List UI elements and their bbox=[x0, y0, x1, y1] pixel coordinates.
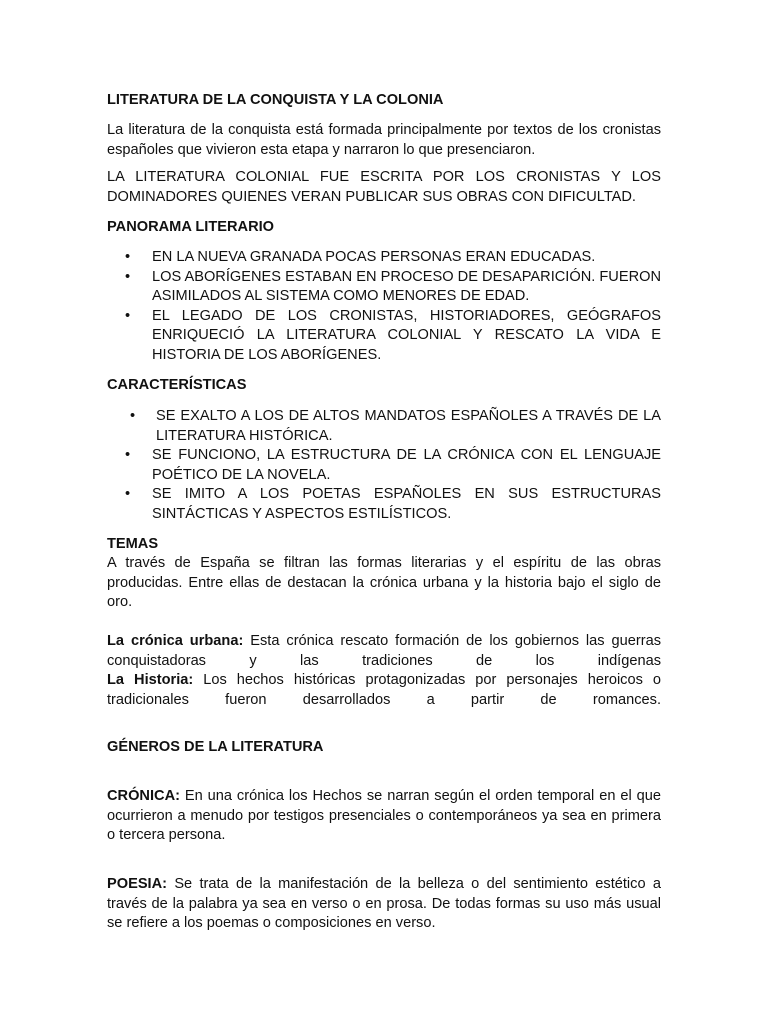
list-item: • SE EXALTO A LOS DE ALTOS MANDATOS ESPAÑOLES A TRAVÉS DE LA LITERATURA HISTÓRICA. bbox=[130, 408, 661, 444]
intro-paragraph: La literatura de la conquista está formada principalmente por textos de los cronistas españoles que vivieron esta etapa y narraron lo que presenciaron. bbox=[107, 122, 661, 158]
bullet-icon: • bbox=[125, 249, 131, 265]
bullet-icon: • bbox=[130, 408, 136, 424]
section-heading-caracteristicas: CARACTERÍSTICAS bbox=[107, 377, 247, 393]
cronica-label: CRÓNICA: bbox=[107, 788, 180, 804]
section-heading-generos: GÉNEROS DE LA LITERATURA bbox=[107, 739, 324, 755]
historia-label: La Historia: bbox=[107, 672, 194, 688]
section-heading-temas: TEMAS bbox=[107, 536, 159, 552]
poesia-label: POESIA: bbox=[107, 876, 168, 892]
list-item: • EL LEGADO DE LOS CRONISTAS, HISTORIADORES, GEÓGRAFOS ENRIQUECIÓ LA LITERATURA COLONIAL Y RESCATO LA VIDA E HISTORIA DE LOS ABORÍGENES. bbox=[125, 307, 661, 363]
cronica-paragraph: CRÓNICA: En una crónica los Hechos se narran según el orden temporal en el que ocurrieron a menudo por testigos presenciales o contemporáneos ya sea en primera o tercera persona. bbox=[107, 788, 661, 844]
cronica-urbana-paragraph: La crónica urbana: Esta crónica rescato formación de los gobiernos las guerras conquistadoras y las tradiciones de los indígenas bbox=[107, 633, 661, 669]
list-item: • LOS ABORÍGENES ESTABAN EN PROCESO DE DESAPARICIÓN. FUERON ASIMILADOS AL SISTEMA COMO MENORES DE EDAD. bbox=[125, 268, 661, 305]
poesia-paragraph: POESIA: Se trata de la manifestación de la belleza o del sentimiento estético a través de la palabra ya sea en verso o en prosa. De todas formas su uso más usual se refiere a los poemas o composiciones en verso. bbox=[107, 876, 661, 932]
section-heading-panorama: PANORAMA LITERARIO bbox=[107, 219, 275, 235]
list-item: • EN LA NUEVA GRANADA POCAS PERSONAS ERAN EDUCADAS. bbox=[107, 248, 661, 268]
bullet-icon: • bbox=[125, 307, 131, 324]
list-item: • SE IMITO A LOS POETAS ESPAÑOLES EN SUS ESTRUCTURAS SINTÁCTICAS Y ASPECTOS ESTILÍSTICOS. bbox=[125, 486, 661, 522]
bullet-icon: • bbox=[125, 486, 131, 503]
panorama-list bbox=[107, 248, 661, 366]
intro-paragraph-caps: LA LITERATURA COLONIAL FUE ESCRITA POR LOS CRONISTAS Y LOS DOMINADORES QUIENES VERAN PUBLICAR SUS OBRAS CON DIFICULTAD. bbox=[107, 169, 661, 205]
caracteristicas-list bbox=[107, 407, 661, 525]
cronica-urbana-label: La crónica urbana: bbox=[107, 633, 244, 649]
bullet-icon: • bbox=[125, 447, 131, 464]
temas-paragraph: A través de España se filtran las formas literarias y el espíritu de las obras producidas. Entre ellas de destacan la crónica urbana y la historia bajo el siglo de oro. bbox=[107, 555, 661, 611]
bullet-icon: • bbox=[125, 268, 131, 285]
list-item: • SE FUNCIONO, LA ESTRUCTURA DE LA CRÓNICA CON EL LENGUAJE POÉTICO DE LA NOVELA. bbox=[125, 447, 661, 483]
historia-paragraph: La Historia: Los hechos históricas protagonizadas por personajes heroicos o tradicionales fueron desarrollados a partir de romances. bbox=[107, 672, 662, 708]
page-title: LITERATURA DE LA CONQUISTA Y LA COLONIA bbox=[107, 92, 444, 108]
